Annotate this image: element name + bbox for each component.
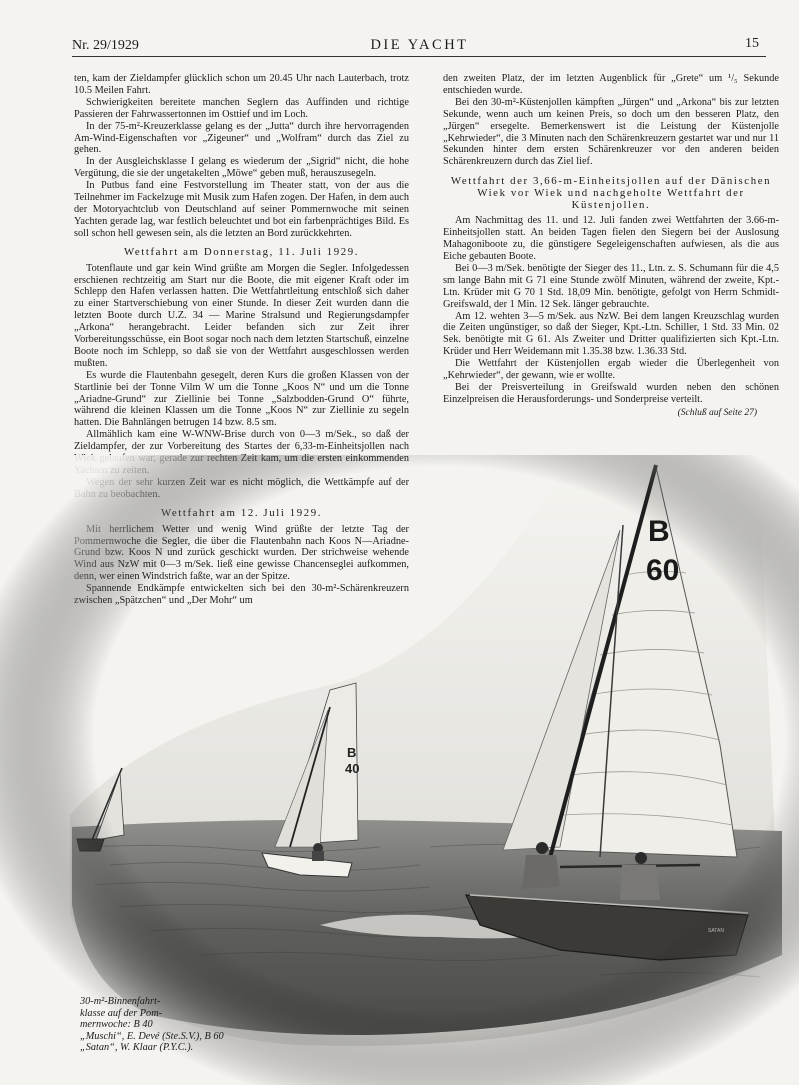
page-header [70,36,769,56]
paragraph: In der Ausgleichsklasse I gelang es wiederum der „Sigrid“ nicht, die hohe Vergütung, die sie der ungetakelten „Möwe“ geben muß, herauszusegeln. [74,156,409,180]
caption-line: „Satan“, W. Klaar (P.Y.C.). [80,1042,194,1054]
caption-line: klasse auf der Pom- [80,1007,163,1019]
sailing-photo [0,455,799,1085]
paragraph: Es wurde die Flautenbahn gesegelt, deren Kurs die großen Klassen von der Startlinie bei der Tonne Vilm W um die Tonne „Koos N“ und um die Tonne „Ariadne-Grund“ zur Ziellinie bei Tonne „Salzbodden-Grund O“ führte, während die kleinen Klassen um die Tonne „Koos N“ zur Ziellinie zu segeln hatten. Die Bahnlängen betrugen 14 bzw. 8.5 sm. [74,369,409,429]
paragraph: Bei den 30-m²-Küstenjollen kämpften „Jürgen“ und „Arkona“ bis zur letzten Sekunde, wenn auch um keinen Preis, so doch um den besseren Platz, den „Jürgen“ ersegelte. Bemerkenswert ist die Leistung der Küstenjolle „Kehrwieder“, die 3 Minuten nach den Schärenkreuzern gestartet war und nur 11 Sekunden hinter dem ersten Schärenkreuzer vor den anderen beiden Schärenkreuzern durch das Ziel lief. [443,96,779,168]
paragraph: Allmählich kam eine W-WNW-Brise durch von 0—3 m/Sek., so daß der Zieldampfer, der zur Vorbereitung des Startes der 6,33-m-Einheitsjollen nach [74,429,409,453]
page-number: 15 [745,36,759,51]
paragraph: In der 75-m²-Kreuzerklasse gelang es der „Jutta“ durch ihre hervorragenden Am-Wind-Eigenschaften vor „Zigeuner“ und „Wolfram“ durch das Ziel zu gehen. [74,120,409,156]
right-column [443,73,779,433]
paragraph: In Putbus fand eine Festvorstellung im Theater statt, von der aus die Teilnehmer im Fackelzuge mit Musik zum Hafen zogen. Der Hafen, in dem auch der Motoryachtclub von Deutschland auf seiner Pommernwoche mit seinen Yachten gerade lag, war festlich beleuchtet und bot ein farbenprächtiges Bild. Es soll schon hell gewesen sein, als die letzten an Bord zurückkehrten. [74,180,409,239]
header-rule [72,56,766,57]
issue-number: Nr. 29/1929 [72,38,139,53]
caption-line: mernwoche: B 40 [80,1019,153,1031]
paragraph: Am Nachmittag des 11. und 12. Juli fanden zwei Wettfahrten der 3.66-m-Einheitsjollen statt. An beiden Tagen fielen den Siegern bei der Auslosung Mahagoniboote zu, die günstigere Segeleigenschaften aufwiesen, als die aus Eiche gebauten Boote. [443,215,779,262]
paragraph: Totenflaute und gar kein Wind grüßte am Morgen die Segler. Infolgedessen erschienen rechtzeitig am Start nur die Boote, die mit eigener Kraft oder im Schlepp den Hafen verlassen hatten. Die Wettfahrtleitung entschloß sich daher zu einer Startverschiebung von einer Stunde. In dieser Zeit wurden dann die letzten Boote durch U.Z. 34 — Marine Stralsund und Regierungsdampfer „Arkona“ herangebracht. Leider befanden sich zur Zeit ihrer Vorbereitungsschüsse, ein Boot sogar noch nach dem letzten Startschuß, einzelne Boote noch im Schlepp, so daß sie von der Wettfahrt ausgeschlossen werden mußten. [74,262,409,369]
paragraph: Schwierigkeiten bereitete manchen Seglern das Auffinden und richtige Passieren der Fahrwassertonnen im Osttief und im Loch. [74,96,409,120]
magazine-title: DIE YACHT [370,37,469,53]
paragraph: ten, kam der Zieldampfer glücklich schon um 20.45 Uhr nach Lauterbach, trotz 10.5 Meilen Fahrt. [74,73,409,96]
section-heading-thursday: Wettfahrt am Donnerstag, 11. Juli 1929. [123,245,360,258]
paragraph: Bei 0—3 m/Sek. benötigte der Sieger des 11., Ltn. z. S. Schumann für die 4,5 sm lange Bahn mit G 71 eine Stunde zwölf Minuten, während der zweite, Kpt.-Ltn. Krüder mit G 70 1 Std. 18,09 Min. benötigte, gefolgt von Herrn Schmidt-Greifswald, der 1 Min. 12 Sek. länger gebrauchte. [443,262,779,310]
paragraph: den zweiten Platz, der im letzten Augenblick für „Grete“ um ¹/₅ Sekunde entschieden wurde. [443,73,779,96]
section-heading-einheitsjollen: Wettfahrt der 3,66-m-Einheitsjollen auf der Dänischen Wiek vor Wiek und nachgeholte Wettfahrt der Küstenjollen. [450,175,772,212]
photo-caption [80,996,260,1054]
paragraph: Am 12. wehten 3—5 m/Sek. aus NzW. Bei dem langen Kreuzschlag wurden die Zeiten ungünstiger, so daß der Sieger, Kpt.-Ltn. Schiller, 1 Std. 33 Min. 02 Sek. benötigte mit G 61. Als Zweiter und Dritter qualifizierten sich Kpt.-Ltn. Krüder und Herr Weidemann mit 1.35.38 bzw. 1.36.33 Std. [443,310,779,358]
caption-line: „Muschi“, E. Devé (Ste.S.V.), B 60 [80,1030,224,1042]
paragraph: Bei der Preisverteilung in Greifswald wurden neben den schönen Einzelpreisen die Herausforderungs- und Sonderpreise verteilt. [443,381,779,405]
continued-note: (Schluß auf Seite 27) [677,407,757,418]
caption-line: 30-m²-Binnenfahrt- [80,996,161,1007]
paragraph: Die Wettfahrt der Küstenjollen ergab wieder die Überlegenheit von „Kehrwieder“, der gewann, wie er wollte. [443,358,779,382]
